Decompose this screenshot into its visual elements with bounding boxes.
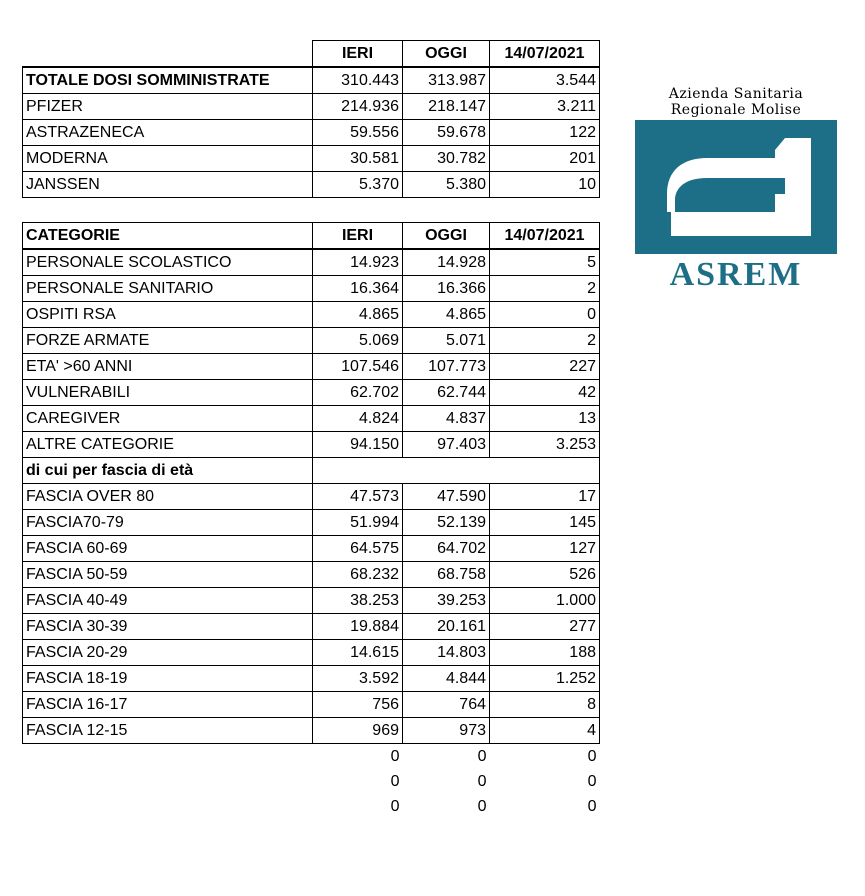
cell-day: 2 — [490, 328, 600, 354]
cell-day: 0 — [587, 748, 597, 765]
cell-day: 1.000 — [490, 588, 600, 614]
cell-day: 0 — [587, 798, 597, 815]
row-label: OSPITI RSA — [23, 302, 313, 328]
cell-ieri: 4.824 — [313, 406, 403, 432]
cell-day: 3.253 — [490, 432, 600, 458]
cell-ieri: 0 — [390, 773, 400, 790]
cell-day: 3.211 — [490, 94, 600, 120]
age-subheading: di cui per fascia di età — [23, 458, 313, 484]
cell-day: 277 — [490, 614, 600, 640]
header-ieri: IERI — [313, 223, 403, 250]
cell-oggi: 5.071 — [403, 328, 490, 354]
cell-ieri: 5.370 — [313, 172, 403, 198]
cell-day: 188 — [490, 640, 600, 666]
table-row — [23, 67, 600, 94]
row-label: CAREGIVER — [23, 406, 313, 432]
cell-oggi: 64.702 — [403, 536, 490, 562]
cell-ieri: 5.069 — [313, 328, 403, 354]
cell-oggi: 764 — [403, 692, 490, 718]
table-row — [23, 432, 600, 458]
cell-ieri: 3.592 — [313, 666, 403, 692]
row-label: FORZE ARMATE — [23, 328, 313, 354]
logo-s-mark-icon — [635, 120, 837, 254]
asrem-logo — [634, 86, 838, 292]
row-label: FASCIA 60-69 — [23, 536, 313, 562]
cell-oggi: 218.147 — [403, 94, 490, 120]
row-label: TOTALE DOSI SOMMINISTRATE — [23, 67, 313, 94]
table-row — [23, 380, 600, 406]
cell-ieri: 64.575 — [313, 536, 403, 562]
cell-day: 42 — [490, 380, 600, 406]
table-row — [23, 328, 600, 354]
header-date: 14/07/2021 — [490, 41, 600, 68]
cell-oggi: 47.590 — [403, 484, 490, 510]
cell-day: 5 — [490, 249, 600, 276]
cell-oggi: 107.773 — [403, 354, 490, 380]
table-row — [23, 172, 600, 198]
cell-oggi: 20.161 — [403, 614, 490, 640]
header-empty-cell — [23, 41, 313, 68]
cell-day: 526 — [490, 562, 600, 588]
row-label: FASCIA 18-19 — [23, 666, 313, 692]
cell-oggi: 0 — [477, 773, 487, 790]
cell-ieri: 214.936 — [313, 94, 403, 120]
row-label: MODERNA — [23, 146, 313, 172]
cell-oggi: 4.865 — [403, 302, 490, 328]
cell-ieri: 38.253 — [313, 588, 403, 614]
cell-ieri: 47.573 — [313, 484, 403, 510]
cell-ieri: 14.923 — [313, 249, 403, 276]
header-ieri: IERI — [313, 41, 403, 68]
row-label: ASTRAZENECA — [23, 120, 313, 146]
cell-oggi: 30.782 — [403, 146, 490, 172]
cell-ieri: 94.150 — [313, 432, 403, 458]
row-label: VULNERABILI — [23, 380, 313, 406]
table-row — [23, 510, 600, 536]
header-date: 14/07/2021 — [490, 223, 600, 250]
table-row — [23, 614, 600, 640]
table-row — [23, 562, 600, 588]
row-label: ALTRE CATEGORIE — [23, 432, 313, 458]
extra-row — [23, 744, 600, 770]
logo-brand: ASREM — [669, 256, 803, 293]
empty-label — [23, 744, 313, 770]
cell-ieri: 969 — [313, 718, 403, 744]
cell-ieri: 30.581 — [313, 146, 403, 172]
subheading-row — [23, 458, 600, 484]
cell-day: 0 — [490, 302, 600, 328]
logo-line-1: Azienda Sanitaria — [668, 86, 804, 102]
cell-day: 1.252 — [490, 666, 600, 692]
cell-oggi: 62.744 — [403, 380, 490, 406]
table-row — [23, 588, 600, 614]
cell-day: 17 — [490, 484, 600, 510]
cell-ieri: 14.615 — [313, 640, 403, 666]
row-label: FASCIA 12-15 — [23, 718, 313, 744]
cell-oggi: 52.139 — [403, 510, 490, 536]
header-oggi: OGGI — [403, 223, 490, 250]
cell-ieri: 4.865 — [313, 302, 403, 328]
cell-oggi: 0 — [477, 748, 487, 765]
table-row — [23, 146, 600, 172]
cell-oggi: 973 — [403, 718, 490, 744]
cell-oggi: 59.678 — [403, 120, 490, 146]
categories-table — [22, 222, 600, 819]
table-row — [23, 718, 600, 744]
row-label: PFIZER — [23, 94, 313, 120]
header-oggi: OGGI — [403, 41, 490, 68]
table-row — [23, 640, 600, 666]
cell-ieri: 0 — [390, 798, 400, 815]
empty-label — [23, 794, 313, 819]
table-row — [23, 692, 600, 718]
row-label: FASCIA 50-59 — [23, 562, 313, 588]
cell-day: 4 — [490, 718, 600, 744]
cell-ieri: 756 — [313, 692, 403, 718]
table-header-row — [23, 223, 600, 250]
cell-oggi: 14.928 — [403, 249, 490, 276]
row-label: FASCIA70-79 — [23, 510, 313, 536]
cell-day: 122 — [490, 120, 600, 146]
extra-row — [23, 769, 600, 794]
extra-row — [23, 794, 600, 819]
cell-ieri: 16.364 — [313, 276, 403, 302]
cell-day: 3.544 — [490, 67, 600, 94]
header-categorie: CATEGORIE — [23, 223, 313, 250]
row-label: FASCIA 40-49 — [23, 588, 313, 614]
cell-day: 227 — [490, 354, 600, 380]
cell-oggi: 14.803 — [403, 640, 490, 666]
table-row — [23, 406, 600, 432]
row-label: FASCIA 20-29 — [23, 640, 313, 666]
vaccine-doses-table — [22, 40, 600, 198]
subheading-empty-cell — [313, 458, 600, 484]
cell-oggi: 16.366 — [403, 276, 490, 302]
logo-line-2: Regionale Molise — [670, 102, 802, 118]
row-label: PERSONALE SANITARIO — [23, 276, 313, 302]
cell-ieri: 310.443 — [313, 67, 403, 94]
table-row — [23, 354, 600, 380]
cell-day: 10 — [490, 172, 600, 198]
cell-day: 127 — [490, 536, 600, 562]
cell-ieri: 107.546 — [313, 354, 403, 380]
cell-oggi: 4.837 — [403, 406, 490, 432]
table-row — [23, 666, 600, 692]
cell-day: 145 — [490, 510, 600, 536]
cell-oggi: 97.403 — [403, 432, 490, 458]
cell-ieri: 51.994 — [313, 510, 403, 536]
cell-day: 0 — [587, 773, 597, 790]
cell-ieri: 59.556 — [313, 120, 403, 146]
table-row — [23, 302, 600, 328]
row-label: FASCIA 16-17 — [23, 692, 313, 718]
cell-day: 8 — [490, 692, 600, 718]
table-row — [23, 120, 600, 146]
cell-ieri: 0 — [390, 748, 400, 765]
cell-oggi: 39.253 — [403, 588, 490, 614]
cell-day: 2 — [490, 276, 600, 302]
table-row — [23, 249, 600, 276]
empty-label — [23, 769, 313, 794]
row-label: ETA' >60 ANNI — [23, 354, 313, 380]
cell-oggi: 5.380 — [403, 172, 490, 198]
table-row — [23, 276, 600, 302]
cell-ieri: 19.884 — [313, 614, 403, 640]
table-header-row — [23, 41, 600, 68]
cell-ieri: 62.702 — [313, 380, 403, 406]
table-row — [23, 536, 600, 562]
cell-day: 13 — [490, 406, 600, 432]
logo-emblem — [635, 120, 837, 254]
row-label: FASCIA OVER 80 — [23, 484, 313, 510]
cell-oggi: 4.844 — [403, 666, 490, 692]
cell-oggi: 68.758 — [403, 562, 490, 588]
cell-ieri: 68.232 — [313, 562, 403, 588]
cell-oggi: 0 — [477, 798, 487, 815]
row-label: PERSONALE SCOLASTICO — [23, 249, 313, 276]
row-label: FASCIA 30-39 — [23, 614, 313, 640]
table-row — [23, 484, 600, 510]
cell-day: 201 — [490, 146, 600, 172]
table-row — [23, 94, 600, 120]
row-label: JANSSEN — [23, 172, 313, 198]
cell-oggi: 313.987 — [403, 67, 490, 94]
